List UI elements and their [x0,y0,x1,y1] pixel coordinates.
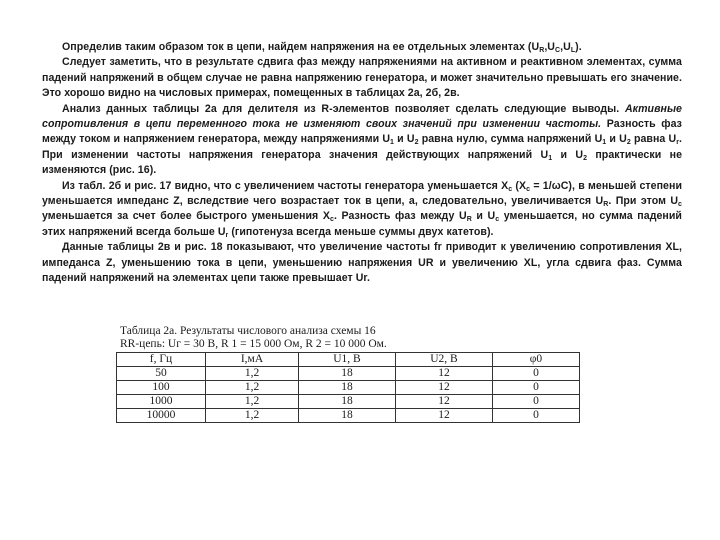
text-run: и U [606,133,627,146]
subscript: 1 [390,139,394,147]
text-run: уменьшается за счет более быстрого уменьшения X [42,210,330,223]
subscript: c [508,185,513,193]
cell-current: 1,2 [206,395,299,409]
table-subcaption: RR-цепь: Uг = 30 B, R 1 = 15 000 Ом, R 2 = 10 000 Ом. [120,338,387,350]
italic-text: Активные сопротивления в цепи переменного тока не изменяют своих значений при изменении частоты. [42,102,682,131]
header-u2: U2, B [396,353,493,367]
cell-frequency: 50 [117,367,206,381]
cell-u2: 12 [396,381,493,395]
cell-current: 1,2 [206,381,299,395]
header-u1: U1, B [299,353,396,367]
header-current: I,мА [206,353,299,367]
header-frequency: f, Гц [117,353,206,367]
paragraph [42,40,682,55]
subscript: R [539,47,545,54]
subscript: 2 [626,139,631,147]
text-run: ,U [560,41,571,53]
paragraph [42,240,682,286]
text-run: ,U [544,41,556,53]
cell-u2: 12 [396,395,493,409]
cell-u1: 18 [299,395,396,409]
paragraph [42,55,682,101]
text-run: равна U [630,133,677,146]
text-run: = 1/ωC), в меньшей степени уменьшается импеданс Z, вследствие чего возрастает ток в цепи, а, следовательно, увеличивается U [42,179,683,208]
cell-current: 1,2 [206,367,299,381]
text-run: Из табл. 2б и рис. 17 видно, что с увеличением частоты генератора уменьшается X [62,179,509,192]
cell-u1: 18 [299,367,396,381]
cell-frequency: 100 [117,381,206,395]
text-run: практически не изменяются (рис. 16). [42,148,683,177]
text-run: Разность фаз между током и напряжением генератора, между напряжениями U [42,118,682,146]
subscript: L [570,47,576,54]
table-row [117,367,580,381]
subscript: C [555,47,561,54]
text-run: . При изменении частоты напряжения генератора значения действующих напряжений U [42,133,683,161]
results-table-block [116,325,580,423]
table-row [117,409,580,423]
header-phase: φ0 [493,353,580,367]
text-run: равна нулю, сумма напряжений U [418,133,603,146]
results-table [116,352,580,423]
cell-u2: 12 [396,367,493,381]
table-header-row [117,353,580,367]
subscript: c [678,201,682,209]
cell-current: 1,2 [206,409,299,423]
subscript: R [603,201,609,209]
text-run: Данные таблицы 2в и рис. 18 показывают, что увеличение частоты fr приводит к увеличению сопротивления XL, импеданса Z, уменьшению тока в цепи, уменьшению напряжения UR и увеличению XL, угла сдвига фаз. Сумма падений напряжений на элементах цепи также превышает Ur. [42,241,682,285]
subscript: R [466,216,472,224]
text-run: (X [512,179,527,192]
subscript: 1 [548,154,553,162]
subscript: c [526,185,531,193]
text-run: Анализ данных таблицы 2а для делителя из R-элементов позволяет сделать следующие выводы. [62,102,625,115]
cell-u2: 12 [396,409,493,423]
text-run: и U [471,210,496,223]
text-run: Определив таким образом ток в цепи, найдем напряжения на ее отдельных элементах (U [62,41,540,53]
subscript: 1 [602,139,607,147]
cell-frequency: 10000 [117,409,206,423]
cell-phase: 0 [493,381,580,395]
paragraph [42,102,682,179]
cell-phase: 0 [493,409,580,423]
subscript: c [329,216,334,224]
cell-frequency: 1000 [117,395,206,409]
cell-phase: 0 [493,367,580,381]
subscript: c [495,216,500,224]
table-row [117,381,580,395]
table-caption: Таблица 2а. Результаты числового анализа схемы 16 [120,325,376,337]
subscript: 2 [414,139,419,147]
text-run: (гипотенуза всегда меньше суммы двух катетов). [228,225,494,238]
text-run: и U [552,148,584,161]
paragraph [42,179,682,241]
subscript: 2 [583,154,588,162]
cell-u1: 18 [299,381,396,395]
subscript: r [225,231,229,239]
text-run: Следует заметить, что в результате сдвига фаз между напряжениями на активном и реактивном элементах, сумма падений напряжений в общем случае не равна напряжению генератора, и может значительно превышать его значение. Это хорошо видно на числовых примерах, помещенных в таблицах 2а, 2б, 2в. [42,56,682,100]
text-run: уменьшается, но сумма падений этих напряжений всегда больше U [42,210,682,238]
document-body [42,40,682,287]
cell-u1: 18 [299,409,396,423]
subscript: r [676,139,680,147]
table-row [117,395,580,409]
text-run: . Разность фаз между U [333,210,467,223]
cell-phase: 0 [493,395,580,409]
text-run: . При этом U [608,195,679,208]
text-run: и U [394,133,415,146]
text-run: ). [575,41,582,53]
